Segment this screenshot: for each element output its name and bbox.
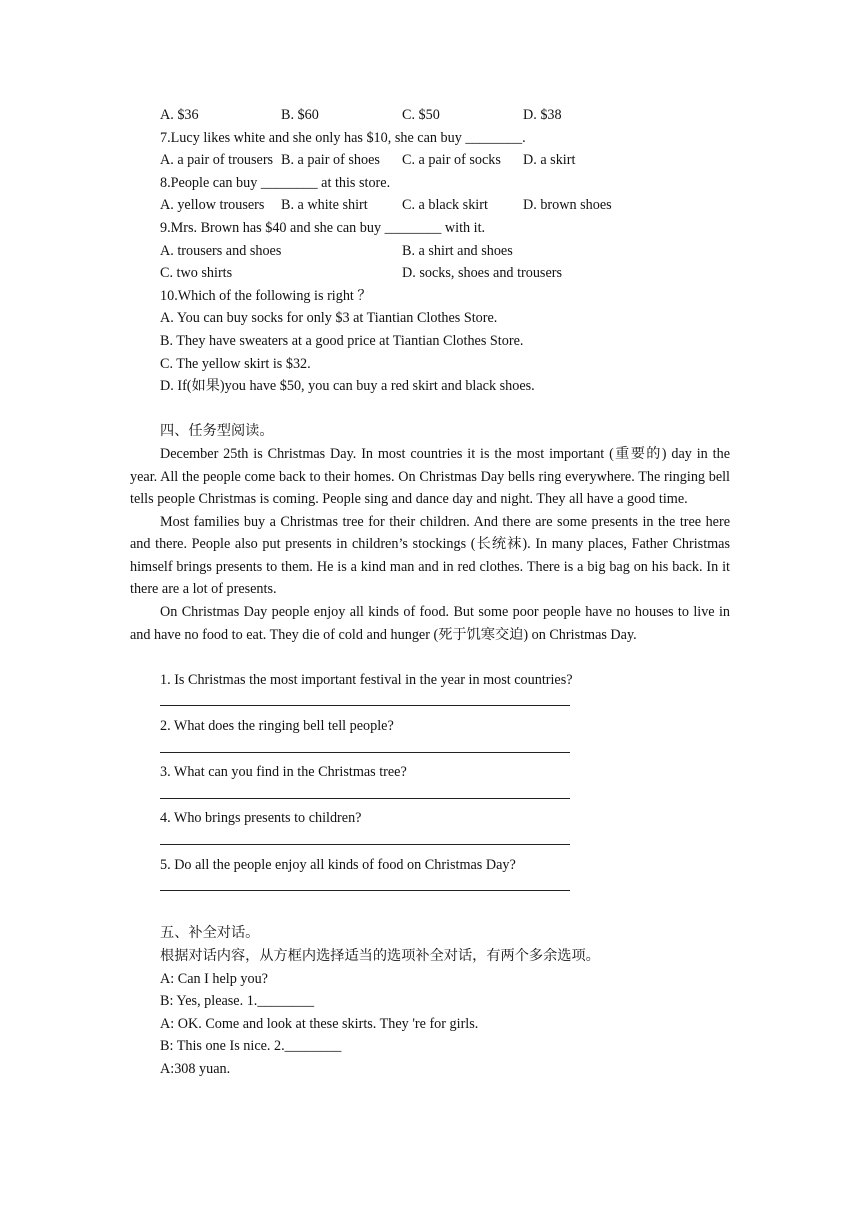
q7-stem: 7.Lucy likes white and she only has $10, she can buy ________. (160, 129, 526, 146)
section4-heading: 四、任务型阅读。 (160, 423, 274, 440)
q8-option-c: C. a black skirt (402, 197, 488, 214)
q8-option-d: D. brown shoes (523, 197, 612, 214)
q9-options-row2 (130, 262, 730, 285)
q7-option-b: B. a pair of shoes (281, 152, 380, 169)
q9-option-d: D. socks, shoes and trousers (402, 265, 562, 282)
section4-question-list (130, 669, 730, 891)
answer-line-4[interactable] (160, 830, 570, 845)
q9-option-a: A. trousers and shoes (160, 242, 282, 259)
q7-option-d: D. a skirt (523, 152, 576, 169)
answer-line-5[interactable] (160, 876, 570, 891)
q6-option-c: C. $50 (402, 107, 440, 123)
q9-option-c: C. two shirts (160, 265, 233, 282)
q9-option-b: B. a shirt and shoes (402, 242, 513, 259)
dialogue-line-5: A:308 yuan. (160, 1060, 231, 1077)
q8-stem: 8.People can buy ________ at this store. (160, 174, 391, 191)
q10-option-d: D. If(如果)you have $50, you can buy a red skirt and black shoes. (160, 378, 535, 395)
q6-option-a: A. $36 (160, 107, 199, 123)
q6-option-b: B. $60 (281, 107, 319, 123)
answer-line-3[interactable] (160, 784, 570, 799)
section4-paragraph-3: On Christmas Day people enjoy all kinds of food. But some poor people have no houses to live in and have no food to eat. They die of cold and hunger (死于饥寒交迫) on Christmas Day. (130, 604, 730, 643)
q6-option-d: D. $38 (523, 107, 562, 123)
dialogue-line-2: B: Yes, please. 1.________ (160, 993, 315, 1010)
section4-paragraph-2: Most families buy a Christmas tree for their children. And there are some presents in the tree here and there. People also put presents in children’s stockings (长统袜). In many places, Father Christmas himself brings presents to them. He is a kind man and in red clothes. There is a big bag on his back. In it there are a lot of presents. (130, 513, 730, 598)
q10-stem: 10.Which of the following is right ？ (160, 287, 372, 304)
page-content (130, 104, 730, 1081)
section4-question-3: 3. What can you find in the Christmas tree? (160, 764, 407, 781)
q10-option-a: A. You can buy socks for only $3 at Tiantian Clothes Store. (160, 310, 498, 327)
q7-options (130, 149, 730, 172)
spacer (130, 398, 730, 421)
q8-option-a: A. yellow trousers (160, 197, 265, 214)
dialogue-line-1: A: Can I help you? (160, 970, 268, 987)
q8-option-b: B. a white shirt (281, 197, 368, 214)
dialogue-line-3: A: OK. Come and look at these skirts. They 're for girls. (160, 1015, 479, 1032)
dialogue-line-4: B: This one Is nice. 2.________ (160, 1038, 342, 1055)
q10-option-b: B. They have sweaters at a good price at Tiantian Clothes Store. (160, 332, 524, 349)
q8-options (130, 194, 730, 217)
q6-options (130, 104, 730, 127)
q9-options-row1 (130, 240, 730, 263)
answer-line-2[interactable] (160, 738, 570, 753)
section5-heading: 五、补全对话。 (160, 925, 260, 942)
section4-paragraph-1: December 25th is Christmas Day. In most countries it is the most important (重要的) day in the year. All the people come back to their homes. On Christmas Day bells ring everywhere. The ringing bell tells people Christmas is coming. People sing and dance day and night. They all have a good time. (130, 445, 730, 508)
section5-instruction: 根据对话内容，从方框内选择适当的选项补全对话，有两个多余选项。 (160, 947, 600, 964)
section4-question-4: 4. Who brings presents to children? (160, 810, 362, 827)
q7-option-a: A. a pair of trousers (160, 152, 274, 169)
spacer (130, 900, 730, 923)
section4-question-1: 1. Is Christmas the most important festival in the year in most countries? (160, 671, 573, 688)
answer-line-1[interactable] (160, 691, 570, 706)
spacer (130, 646, 730, 669)
q7-option-c: C. a pair of socks (402, 152, 501, 169)
q10-option-c: C. The yellow skirt is $32. (160, 355, 311, 372)
q9-stem: 9.Mrs. Brown has $40 and she can buy ________ with it. (160, 219, 486, 236)
section4-question-2: 2. What does the ringing bell tell people? (160, 718, 394, 735)
section4-question-5: 5. Do all the people enjoy all kinds of food on Christmas Day? (160, 856, 516, 873)
